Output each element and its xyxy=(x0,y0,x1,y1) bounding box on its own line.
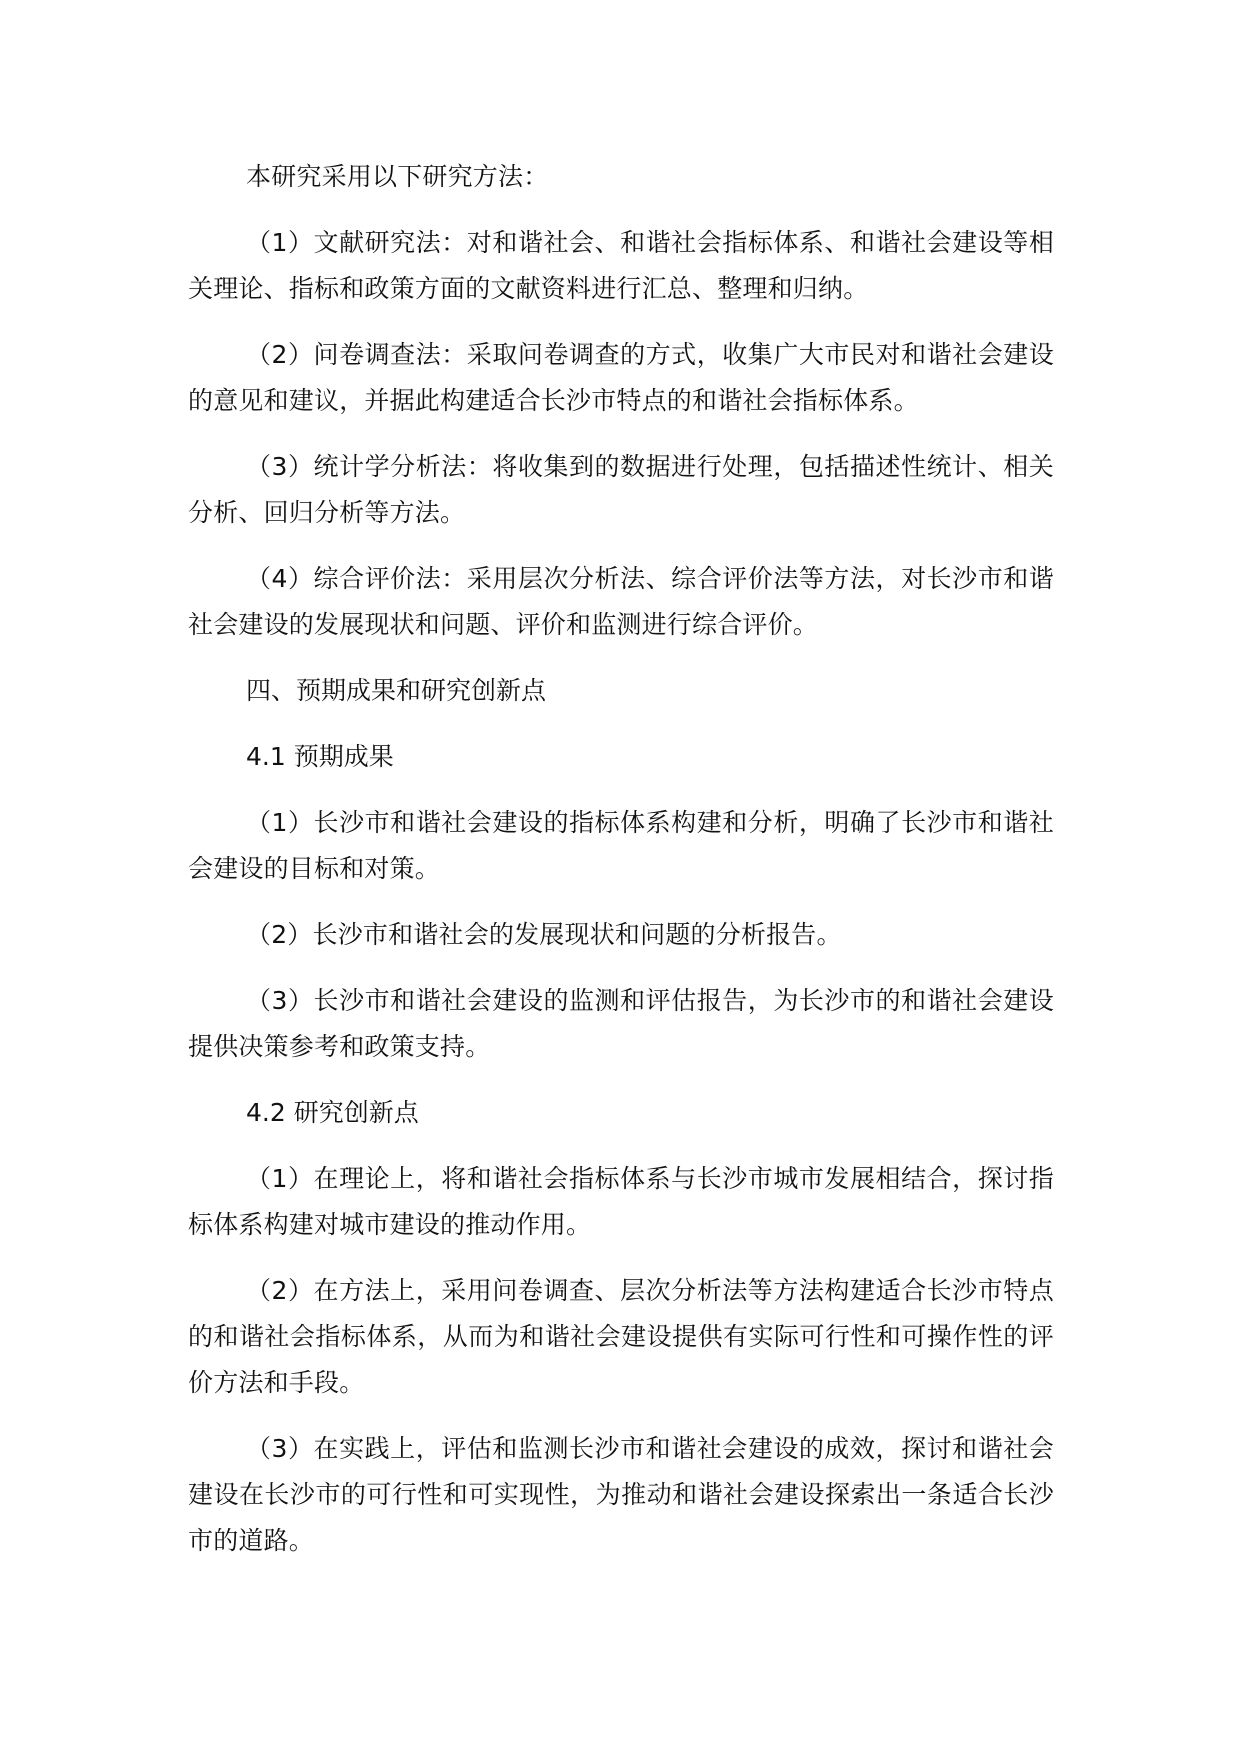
subsection-4-1-heading: 4.1 预期成果 xyxy=(246,742,394,771)
method-item-2: （2）问卷调查法：采取问卷调查的方式，收集广大市民对和谐社会建设的意见和建议，并据此构建适合长沙市特点的和谐社会指标体系。 xyxy=(188,340,1054,415)
document-body xyxy=(188,154,1054,1584)
intro-paragraph: 本研究采用以下研究方法： xyxy=(246,162,549,191)
subsection-4-2-heading: 4.2 研究创新点 xyxy=(246,1098,419,1127)
section-4-heading: 四、预期成果和研究创新点 xyxy=(246,676,547,705)
method-item-3: （3）统计学分析法：将收集到的数据进行处理，包括描述性统计、相关分析、回归分析等方法。 xyxy=(188,452,1054,527)
method-item-1: （1）文献研究法：对和谐社会、和谐社会指标体系、和谐社会建设等相关理论、指标和政策方面的文献资料进行汇总、整理和归纳。 xyxy=(188,228,1054,303)
innovation-item-2: （2）在方法上，采用问卷调查、层次分析法等方法构建适合长沙市特点的和谐社会指标体系，从而为和谐社会建设提供有实际可行性和可操作性的评价方法和手段。 xyxy=(188,1276,1054,1397)
outcome-item-1: （1）长沙市和谐社会建设的指标体系构建和分析，明确了长沙市和谐社会建设的目标和对策。 xyxy=(188,808,1054,883)
outcome-item-2: （2）长沙市和谐社会的发展现状和问题的分析报告。 xyxy=(246,920,842,949)
innovation-item-1: （1）在理论上，将和谐社会指标体系与长沙市城市发展相结合，探讨指标体系构建对城市建设的推动作用。 xyxy=(188,1164,1054,1239)
innovation-item-3: （3）在实践上，评估和监测长沙市和谐社会建设的成效，探讨和谐社会建设在长沙市的可行性和可实现性，为推动和谐社会建设探索出一条适合长沙市的道路。 xyxy=(188,1434,1054,1555)
method-item-4: （4）综合评价法：采用层次分析法、综合评价法等方法，对长沙市和谐社会建设的发展现状和问题、评价和监测进行综合评价。 xyxy=(188,564,1054,639)
outcome-item-3: （3）长沙市和谐社会建设的监测和评估报告，为长沙市的和谐社会建设提供决策参考和政策支持。 xyxy=(188,986,1054,1061)
